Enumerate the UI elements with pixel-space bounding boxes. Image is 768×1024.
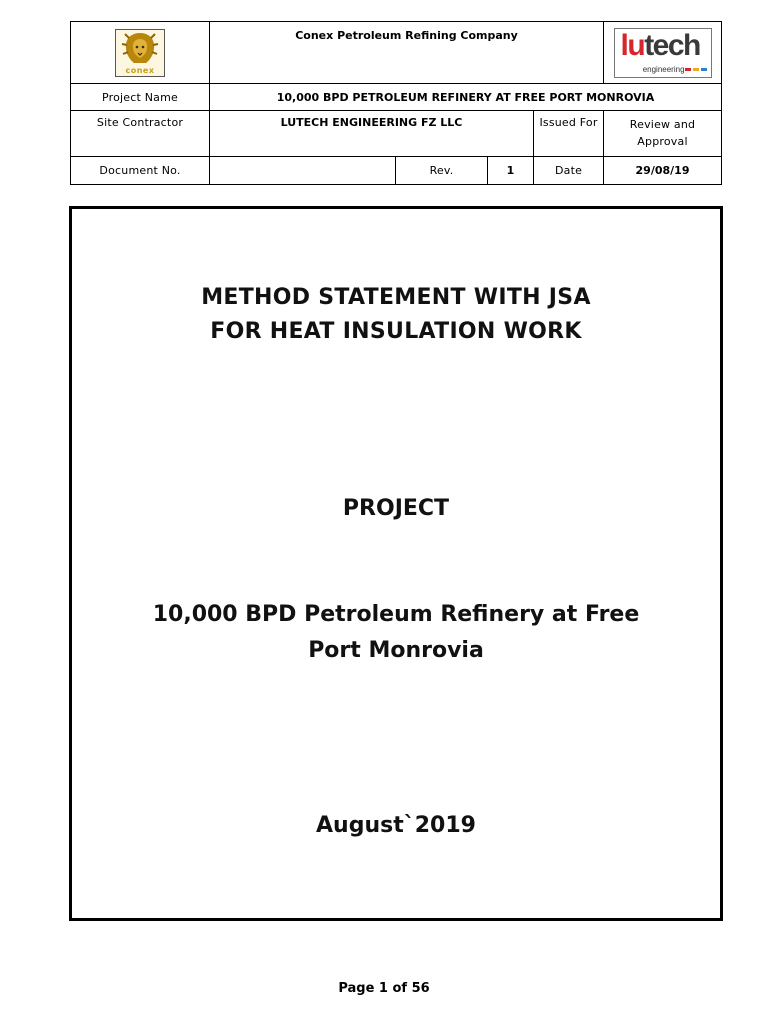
project-name: 10,000 BPD Petroleum Refinery at Free Port Monrovia <box>152 602 640 663</box>
issued-for-value: Review and Approval <box>604 111 722 157</box>
rev-label: Rev. <box>396 157 488 185</box>
document-no-value <box>210 157 396 185</box>
document-date: August`2019 <box>316 813 476 838</box>
company-name: Conex Petroleum Refining Company <box>210 22 604 84</box>
lutech-color-bars-icon <box>685 68 707 71</box>
lutech-logo <box>614 28 712 78</box>
lutech-logo-text: lutech <box>620 28 700 62</box>
rev-value: 1 <box>488 157 534 185</box>
conex-logo-cell <box>71 22 210 84</box>
document-no-label: Document No. <box>71 157 210 185</box>
cover-page-frame <box>69 206 723 921</box>
date-value: 29/08/19 <box>604 157 722 185</box>
document-title: METHOD STATEMENT WITH JSA FOR HEAT INSULATION WORK <box>201 285 591 344</box>
project-heading: PROJECT <box>342 496 450 521</box>
date-label: Date <box>534 157 604 185</box>
conex-logo-text: conex <box>125 65 155 75</box>
lion-icon <box>116 30 164 68</box>
site-contractor-value: LUTECH ENGINEERING FZ LLC <box>210 111 534 157</box>
page-number: Page 1 of 56 <box>338 981 430 996</box>
lutech-logo-subtext: engineering <box>642 64 685 74</box>
lutech-logo-cell <box>604 22 722 84</box>
conex-logo <box>115 29 165 77</box>
site-contractor-label: Site Contractor <box>71 111 210 157</box>
issued-for-label: Issued For <box>534 111 604 157</box>
project-name-value: 10,000 BPD PETROLEUM REFINERY AT FREE PORT MONROVIA <box>210 84 722 111</box>
project-name-label: Project Name <box>71 84 210 111</box>
document-header-table <box>70 21 722 185</box>
